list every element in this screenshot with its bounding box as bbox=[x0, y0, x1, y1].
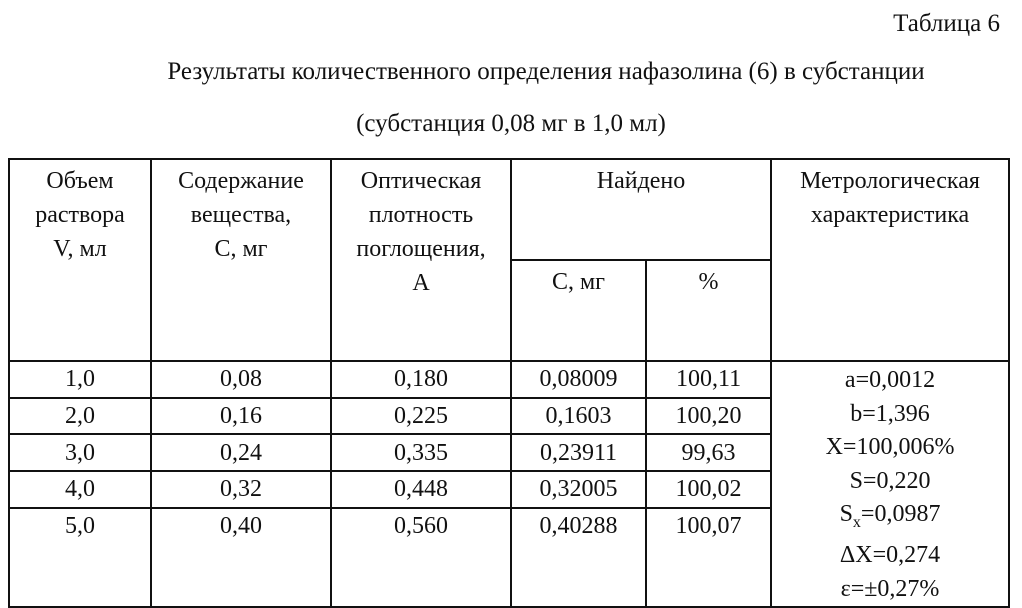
cell-content: 0,24 bbox=[151, 434, 331, 471]
metrology-sx-base: S bbox=[839, 501, 853, 527]
header-found-c-text: С, мг bbox=[551, 269, 606, 295]
table-subtitle: (субстанция 0,08 мг в 1,0 мл) bbox=[356, 110, 666, 137]
cell-volume: 3,0 bbox=[9, 434, 151, 471]
metrology-cell bbox=[771, 361, 1009, 607]
header-found bbox=[511, 159, 771, 260]
metrology-eps: ε=±0,27% bbox=[840, 575, 940, 602]
header-content bbox=[151, 159, 331, 361]
header-row-top bbox=[9, 159, 1009, 260]
cell-density: 0,560 bbox=[331, 508, 511, 608]
header-content-text: Содержание вещества, С, мг bbox=[178, 168, 304, 262]
cell-found-c: 0,1603 bbox=[511, 398, 646, 435]
cell-found-pct: 100,11 bbox=[646, 361, 771, 398]
cell-content: 0,16 bbox=[151, 398, 331, 435]
cell-found-pct: 99,63 bbox=[646, 434, 771, 471]
metrology-b: b=1,396 bbox=[850, 400, 930, 427]
cell-found-c: 0,32005 bbox=[511, 471, 646, 508]
header-metrological-text: Метрологическая характеристика bbox=[800, 168, 980, 228]
table-title: Результаты количественного определения нафазолина (6) в субстанции bbox=[167, 58, 925, 85]
results-table bbox=[8, 158, 1010, 608]
table-number: Таблица 6 bbox=[893, 10, 1000, 37]
header-found-text: Найдено bbox=[596, 168, 686, 194]
cell-volume: 5,0 bbox=[9, 508, 151, 608]
cell-volume: 4,0 bbox=[9, 471, 151, 508]
cell-volume: 2,0 bbox=[9, 398, 151, 435]
metrology-x: X=100,006% bbox=[825, 434, 955, 460]
header-found-c bbox=[511, 260, 646, 361]
metrology-dx: ΔX=0,274 bbox=[839, 542, 941, 569]
cell-found-c: 0,40288 bbox=[511, 508, 646, 608]
cell-found-pct: 100,07 bbox=[646, 508, 771, 608]
metrology-sx bbox=[776, 498, 1004, 539]
metrology-sx-value: =0,0987 bbox=[860, 501, 941, 527]
cell-found-pct: 100,02 bbox=[646, 471, 771, 508]
metrology-s: S=0,220 bbox=[849, 467, 931, 494]
cell-density: 0,225 bbox=[331, 398, 511, 435]
metrology-sx-sub: x bbox=[852, 513, 861, 531]
table-row bbox=[9, 361, 1009, 398]
cell-found-pct: 100,20 bbox=[646, 398, 771, 435]
header-optical-density bbox=[331, 159, 511, 361]
cell-density: 0,335 bbox=[331, 434, 511, 471]
header-optical-density-text: Оптическая плотность поглощения, А bbox=[356, 168, 486, 296]
cell-density: 0,180 bbox=[331, 361, 511, 398]
header-found-pct-text: % bbox=[698, 269, 719, 295]
header-metrological bbox=[771, 159, 1009, 361]
cell-content: 0,40 bbox=[151, 508, 331, 608]
header-found-pct bbox=[646, 260, 771, 361]
cell-found-c: 0,08009 bbox=[511, 361, 646, 398]
cell-volume: 1,0 bbox=[9, 361, 151, 398]
cell-content: 0,32 bbox=[151, 471, 331, 508]
cell-content: 0,08 bbox=[151, 361, 331, 398]
header-volume-text: Объем раствора V, мл bbox=[35, 168, 125, 262]
cell-found-c: 0,23911 bbox=[511, 434, 646, 471]
metrology-a: a=0,0012 bbox=[844, 367, 936, 393]
cell-density: 0,448 bbox=[331, 471, 511, 508]
header-volume bbox=[9, 159, 151, 361]
